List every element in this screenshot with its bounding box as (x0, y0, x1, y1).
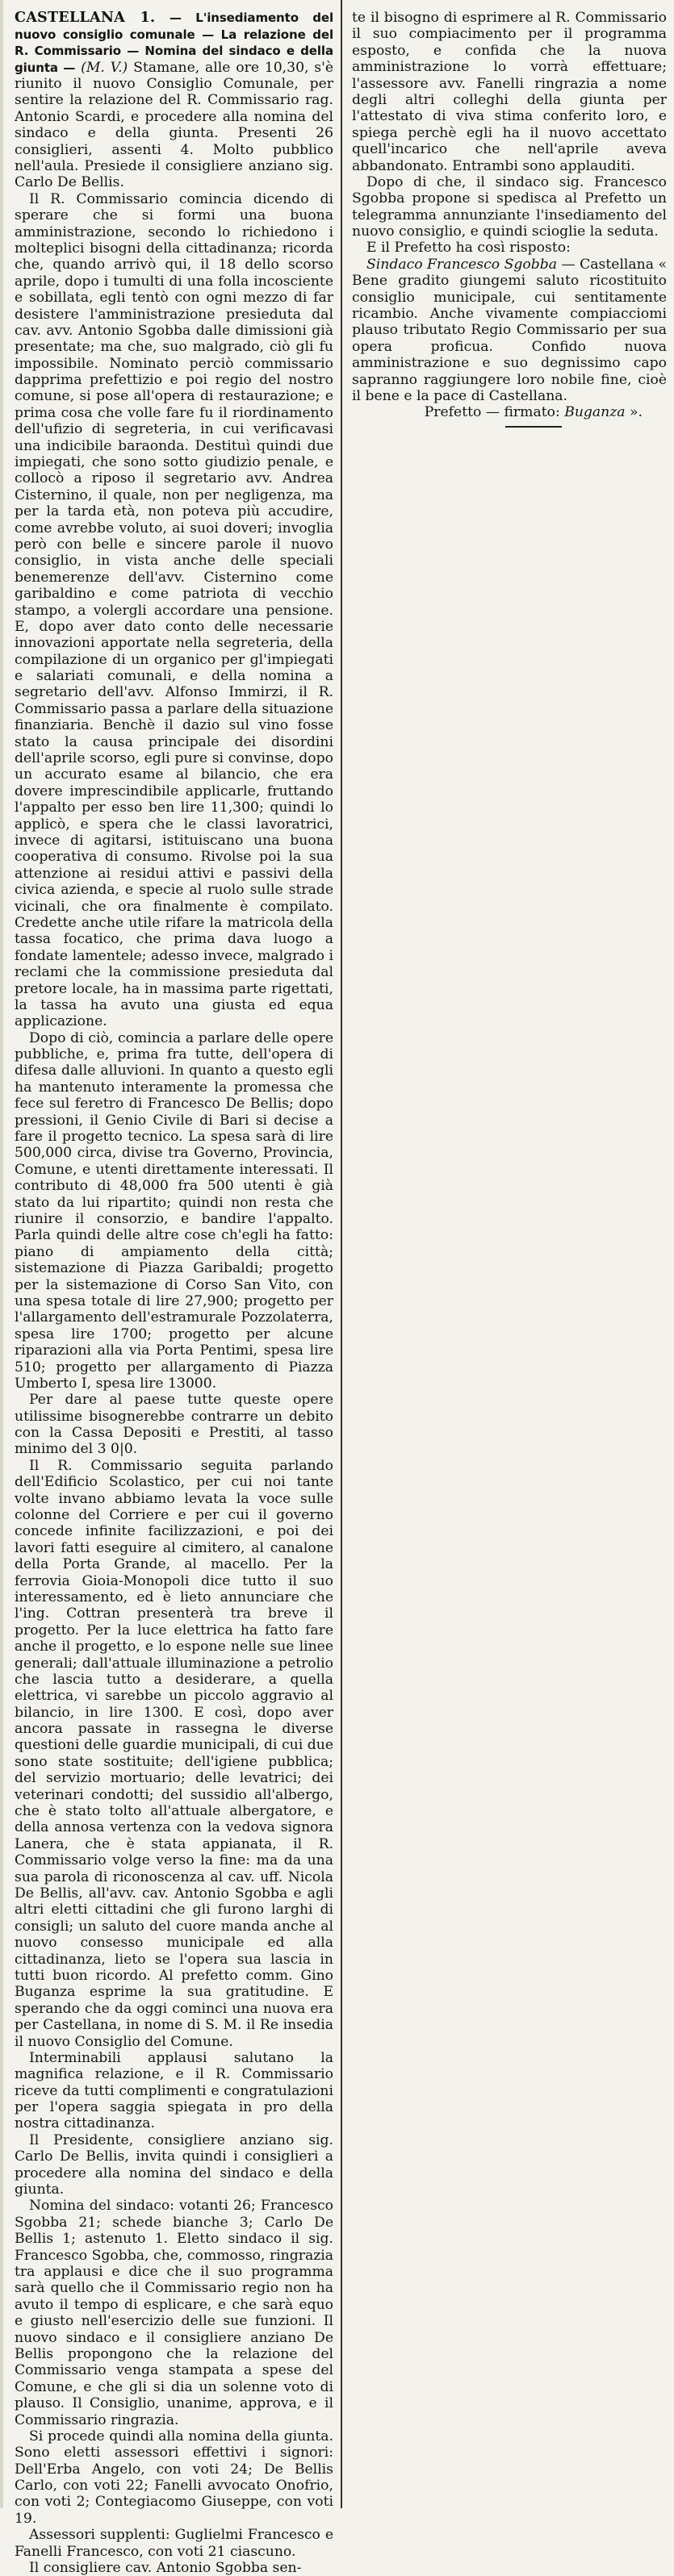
article-headline (15, 10, 333, 191)
left-paragraph: Si procede quindi alla nomina della giunta. Sono eletti assessori effettivi i signori: Dell'Erba Angelo, con voti 24; De Bellis Carlo, con voti 22; Fanelli avvocato Onofrio, con voti 2; Contegiacomo Giuseppe, con voti 19. (15, 2428, 333, 2527)
right-column (352, 10, 667, 428)
page-edge (0, 0, 3, 2508)
telegram-text (352, 257, 667, 405)
article-heading: — L'insediamento del nuovo consiglio comunale — La relazione del R. Commissario — Nomina del sindaco e della giunta — (15, 10, 334, 75)
left-column (15, 10, 333, 2576)
signature-prefix: Prefetto — firmato: (424, 404, 560, 421)
column-divider (341, 0, 342, 2508)
left-paragraph: Nomina del sindaco: votanti 26; Francesco Sgobba 21; schede bianche 3; Carlo De Bellis 1; astenuto 1. Eletto sindaco il sig. Francesco Sgobba, che, commosso, ringrazia tra applausi e dice che il suo programma sarà quello che il Commissario regio non ha avuto il tempo di esplicare, e che sarà equo e giusto nell'esercizio delle sue funzioni. Il nuovo sindaco e il consigliere anziano De Bellis propongono che la relazione del Commissario venga stampata a spese del Comune, e che gli si dia un solenne voto di plauso. Il Consiglio, unanime, approva, e il Commissario ringrazia. (15, 2198, 333, 2428)
right-paragraph: E il Prefetto ha così risposto: (366, 240, 571, 257)
telegram-signature (352, 404, 667, 420)
left-paragraph: Il Presidente, consigliere anziano sig. Carlo De Bellis, invita quindi i consiglieri a procedere alla nomina del sindaco e della giunta. (15, 2131, 333, 2198)
article-lead: Stamane, alle ore 10,30, s'è riunito il nuovo Consiglio Comunale, per sentire la relazione del R. Commissario rag. Antonio Scardi, e procedere alla nomina del sindaco e della giunta. Presenti 26 consiglieri, assenti 4. Molto pubblico nell'aula. Presiede il consigliere anziano sig. Carlo De Bellis. (15, 59, 334, 191)
signature-name: Buganza (564, 404, 626, 421)
left-paragraph: Il consigliere cav. Antonio Sgobba sen- (29, 2560, 302, 2576)
left-paragraph: Assessori supplenti: Guglielmi Francesco e Fanelli Francesco, con voti 21 ciascuno. (15, 2527, 333, 2560)
telegram-addressee-place: — Castellana (561, 256, 654, 273)
left-paragraph: Dopo di ciò, comincia a parlare delle opere pubbliche, e, prima fra tutte, dell'opera di difesa dalle alluvioni. In quanto a questo egli ha mantenuto interamente la promessa che fece sul feretro di Francesco De Bellis; dopo pressioni, il Genio Civile di Bari si decise a fare il progetto tecnico. La spesa sarà di lire 500,000 circa, divise tra Governo, Provincia, Comune, e utenti direttamente interessati. Il contributo di 48,000 fra 500 utenti è già stato da lui ripartito; quindi non resta che riunire il consorzio, e bandire l'appalto. Parla quindi delle altre cose ch'egli ha fatto: piano di ampiamento della città; sistemazione di Piazza Garibaldi; progetto per la sistemazione di Corso San Vito, con una spesa totale di lire 27,900; progetto per l'allargamento dell'estramurale Pozzolaterra, spesa lire 1700; progetto per alcune riparazioni alla via Porta Pentimi, spesa lire 510; progetto per allargamento di Piazza Umberto I, spesa lire 13000. (15, 1029, 333, 1392)
signature-end: ». (630, 404, 643, 421)
telegram-body: « Bene gradito giungemi saluto ricostituito consiglio municipale, cui sentitamente ricambio. Anche vivamente compiacciomi plauso tributato Regio Commissario per sua opera proficua. Confido nuova amministrazione e suo degnissimo capo sapranno raggiungere loro nobile fine, cioè il bene e la pace di Castellana. (352, 256, 668, 404)
right-paragraph: Dopo di che, il sindaco sig. Francesco Sgobba propone si spedisca al Prefetto un telegramma annunziante l'insediamento del nuovo consiglio, e quindi scioglie la seduta. (352, 173, 667, 240)
right-paragraph: te il bisogno di esprimere al R. Commissario il suo compiacimento per il programma esposto, e confida che la nuova amministrazione lo vorrà effettuare; l'assessore avv. Fanelli ringrazia a nome degli altri colleghi della giunta per l'attestato di viva stima conferito loro, e spiega perchè egli ha il nuovo accettato quell'incarico che nell'aprile aveva abbandonato. Entrambi sono applauditi. (352, 10, 667, 174)
left-paragraph: Il R. Commissario comincia dicendo di sperare che si formi una buona amministrazione, secondo lo richiedono i molteplici bisogni della cittadinanza; ricorda che, quando arrivò qui, il 18 dello scorso aprile, dopo i tumulti di una folla incosciente e sobillata, egli tentò con ogni mezzo di far desistere l'amministrazione presieduta dal cav. avv. Antonio Sgobba dalle dimissioni già presentate; ma che, suo malgrado, ciò gli fu impossibile. Nominato perciò commissario dapprima prefettizio e poi regio del nostro comune, si pose all'opera di restaurazione; e prima cosa che volle fare fu il riordinamento dell'ufizio di segreteria, in cui verificavasi una indicibile baraonda. Destituì quindi due impiegati, che sono sotto giudizio penale, e collocò a riposo il segretario avv. Andrea Cisternino, il quale, non per negligenza, ma per la tarda età, non poteva più accudire, come avrebbe voluto, ai suoi doveri; invoglia però con belle e sincere parole il nuovo consiglio, in vista anche delle speciali benemerenze dell'avv. Cisternino come garibaldino e come patriota di vecchio stampo, a volergli accordare una pensione. E, dopo aver dato conto delle necessarie innovazioni apportate nella segreteria, della compilazione di un organico per gl'impiegati e salariati comunali, e della nomina a segretario dell'avv. Alfonso Immirzi, il R. Commissario passa a parlare della situazione finanziaria. Benchè il dazio sul vino fosse stato la causa principale dei disordini dell'aprile scorso, egli pure si convinse, dopo un accurato esame al bilancio, che era dovere imprescindibile applicarle, fruttando l'appalto per esso ben lire 11,300; quindi lo applicò, e spera che le classi lavoratrici, invece di agitarsi, istituiscano una buona cooperativa di consumo. Rivolse poi la sua attenzione ai residui attivi e passivi della civica azienda, e specie al ruolo sulle strade vicinali, che ora finalmente è compilato. Credette anche utile rifare la matricola della tassa focatico, che prima dava luogo a fondate lamentele; adesso invece, malgrado i reclami che la commissione presieduta dal pretore locale, ha in massima parte rigettati, la tassa ha avuto una giusta ed equa applicazione. (15, 190, 333, 1030)
left-paragraph: Per dare al paese tutte queste opere utilissime bisognerebbe contrarre un debito con la Cassa Depositi e Prestiti, al tasso minimo del 3 0|0. (15, 1392, 333, 1458)
telegram-addressee: Sindaco Francesco Sgobba (366, 256, 557, 273)
left-paragraph: Il R. Commissario seguita parlando dell'Edificio Scolastico, per cui noi tante volte invano abbiamo levata la voce sulle colonne del Corriere e per cui il governo concede infinite facilizzazioni, e poi dei lavori fatti eseguire al cimitero, al canalone della Porta Grande, al macello. Per la ferrovia Gioia-Monopoli dice tutto il suo interessamento, ed è lieto annunciare che l'ing. Cottran presenterà tra breve il progetto. Per la luce elettrica ha fatto fare anche il progetto, e lo espone nelle sue linee generali; dall'attuale illuminazione a petrolio che lascia tutto a desiderare, a quella elettrica, vi sarebbe un piccolo aggravio al bilancio, in lire 1300. E così, dopo aver ancora passate in rassegna le diverse questioni delle guardie municipali, di cui due sono state sostituite; dell'igiene pubblica; del servizio mortuario; delle levatrici; dei veterinari condotti; del sussidio all'albergo, che è stato tolto all'attuale albergatore, e della annosa vertenza con la vedova signora Lanera, che è stata appianata, il R. Commissario volge verso la fine: ma da una sua parola di riconoscenza al cav. uff. Nicola De Bellis, all'avv. cav. Antonio Sgobba e agli altri eletti cittadini che gli furono larghi di consigli; un saluto del cuore manda anche al nuovo consesso municipale ed alla cittadinanza, lieto se l'opera sua lascia in tutti buon ricordo. Al prefetto comm. Gino Buganza esprime la sua gratitudine. E sperando che da oggi cominci una nuova era per Castellana, in nome di S. M. il Re insedia il nuovo Consiglio del Comune. (15, 1457, 333, 2050)
article-dateline: CASTELLANA 1. (15, 9, 156, 26)
article-end-rule (505, 426, 562, 428)
left-paragraph: Interminabili applausi salutano la magnifica relazione, e il R. Commissario riceve da tutti complimenti e congratulazioni per l'opera saggia spiegata in pro della nostra cittadinanza. (15, 2049, 333, 2132)
article-source: (M. V.) (81, 59, 128, 76)
